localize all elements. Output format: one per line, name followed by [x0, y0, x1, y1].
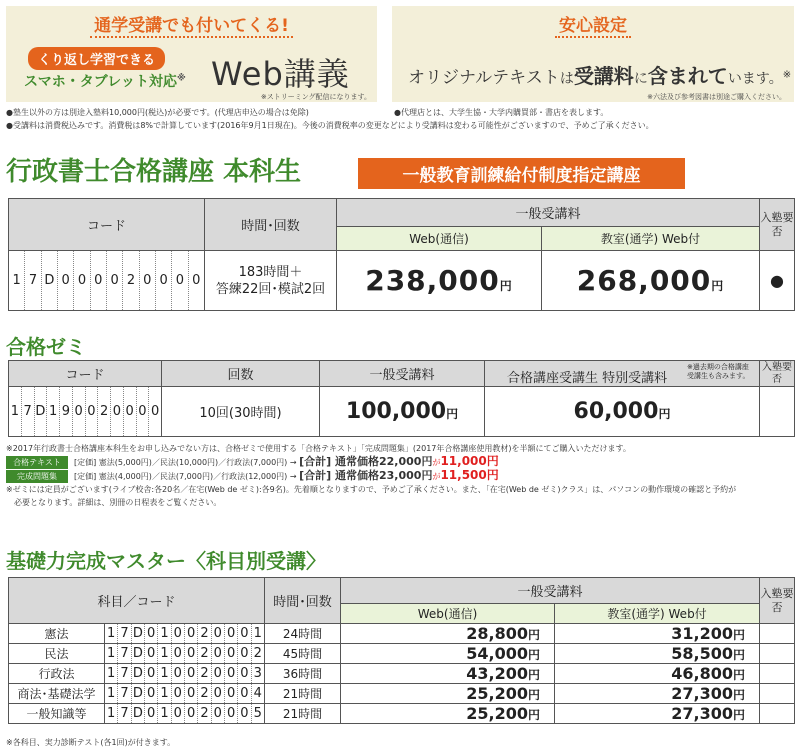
seminar-count: 10回(30時間)	[162, 387, 320, 437]
main-course-table	[8, 198, 795, 311]
code-digit: 0	[145, 704, 158, 723]
code-digit: 0	[185, 624, 198, 643]
seminar-price-special: 60,000円	[485, 387, 760, 437]
notes-top	[6, 106, 796, 132]
smartphone-support-text: スマホ・タブレット対応※	[24, 73, 186, 90]
code-digit: 4	[253, 686, 262, 701]
seminar-entry	[760, 387, 795, 437]
subject-header-classroom: 教室(通学) Web付	[555, 604, 760, 624]
header-classroom: 教室(通学) Web付	[542, 227, 760, 251]
code-digit: 0	[91, 251, 107, 310]
subject-header-entry: 入塾要否	[760, 578, 795, 624]
subject-name: 一般知識等	[9, 704, 105, 724]
code-digit: 0	[145, 624, 158, 643]
code-digit: D	[132, 684, 145, 703]
code-digit: 0	[58, 251, 74, 310]
code-digit: 7	[118, 644, 131, 663]
course-code	[9, 251, 205, 311]
course-time: 183時間＋ 答練22回･模試2回	[205, 251, 337, 311]
code-digit: 5	[253, 706, 262, 721]
code-digit: 0	[238, 624, 251, 643]
code-digit: 1	[105, 624, 118, 643]
code-digit: 3	[253, 666, 262, 681]
code-digit: 2	[98, 387, 111, 436]
code-digit: 1	[158, 704, 171, 723]
code-digit: 7	[118, 684, 131, 703]
note-workbook-price-row: 完成問題集 [定価] 憲法(4,000円)／民法(7,000円)／行政法(12,000円) → [合計] 通常価格23,000円が11,500円	[6, 469, 796, 483]
subject-entry	[760, 664, 795, 684]
header-time: 時間･回数	[205, 199, 337, 251]
code-digit: 0	[73, 387, 86, 436]
subject-code	[105, 644, 265, 664]
section1-title: 行政書士合格講座 本科生	[6, 157, 302, 187]
banner-left-title: 通学受講でも付いてくる!	[90, 11, 293, 38]
code-digit: 0	[145, 644, 158, 663]
code-digit: 0	[156, 251, 172, 310]
code-digit: 1	[105, 664, 118, 683]
banner-peace-of-mind	[392, 6, 794, 102]
subject-price-classroom: 27,300円	[555, 704, 760, 724]
code-digit: 1	[105, 644, 118, 663]
subject-price-classroom: 31,200円	[555, 624, 760, 644]
code-digit: 7	[25, 251, 41, 310]
code-digit: 0	[225, 624, 238, 643]
code-digit: 0	[107, 251, 123, 310]
code-digit: 0	[185, 644, 198, 663]
code-digit: 0	[225, 644, 238, 663]
subject-price-web: 25,200円	[341, 684, 555, 704]
code-digit: 9	[60, 387, 73, 436]
code-digit: D	[35, 387, 48, 436]
diagnostic-test-note: ※各科目、実力診断テスト(各1回)が付きます。	[6, 738, 176, 747]
subject-entry	[760, 704, 795, 724]
table-row	[9, 644, 795, 664]
code-digit: 0	[145, 664, 158, 683]
code-digit: 0	[225, 664, 238, 683]
header-code: コード	[9, 199, 205, 251]
code-digit: 0	[172, 251, 188, 310]
code-digit: 0	[238, 664, 251, 683]
code-digit: 7	[118, 704, 131, 723]
code-digit: 7	[22, 387, 35, 436]
code-digit: D	[132, 644, 145, 663]
code-digit: 0	[225, 684, 238, 703]
code-digit: D	[132, 624, 145, 643]
subject-code	[105, 664, 265, 684]
subject-header-subject: 科目／コード	[9, 578, 265, 624]
subject-table	[8, 577, 795, 724]
code-digit: 0	[212, 664, 225, 683]
repeat-study-pill: くり返し学習できる	[28, 47, 165, 70]
subject-header-time: 時間･回数	[265, 578, 341, 624]
note-tax: ●受講料は消費税込みです。消費税は8%で計算しています(2016年9月1日現在)。今後の消費税率の変更などにより受講料は変わる可能性がございますので、予めご了承ください。	[6, 121, 654, 130]
note-entry-fee: ●塾生以外の方は別途入塾料10,000円(税込)が必要です。(代理店申込の場合は免除)	[6, 108, 309, 117]
seminar-table	[8, 360, 795, 437]
code-digit: 0	[185, 704, 198, 723]
subject-code	[105, 624, 265, 644]
subject-price-web: 43,200円	[341, 664, 555, 684]
note-text-price-row: 合格テキスト [定価] 憲法(5,000円)／民法(10,000円)／行政法(7,000円) → [合計] 通常価格22,000円が11,000円	[6, 455, 796, 469]
subject-price-web: 25,200円	[341, 704, 555, 724]
subject-price-web: 28,800円	[341, 624, 555, 644]
table-row	[9, 684, 795, 704]
subject-code	[105, 684, 265, 704]
subject-price-classroom: 58,500円	[555, 644, 760, 664]
code-digit: 0	[225, 704, 238, 723]
note-capacity: ※ゼミには定員がございます(ライブ校舎:各20名／在宅(Web de ゼミ):各9名)。先着順となりますので、予めご了承ください。また、「在宅(Web de ゼミ)クラス」は、パソコンの動作環境の確認と予約が	[6, 485, 737, 494]
code-digit: 1	[158, 664, 171, 683]
code-digit: 0	[212, 684, 225, 703]
code-digit: 0	[172, 644, 185, 663]
header-general-fee: 一般受講料	[337, 199, 760, 227]
subject-name: 憲法	[9, 624, 105, 644]
subject-header-web: Web(通信)	[341, 604, 555, 624]
note-agency: ●代理店とは、大学生協・大学内購買部・書店を表します。	[394, 108, 609, 117]
header-web: Web(通信)	[337, 227, 542, 251]
code-digit: 0	[238, 684, 251, 703]
subject-name: 商法･基礎法学	[9, 684, 105, 704]
seminar-header-count: 回数	[162, 361, 320, 387]
entry-required-mark: ●	[760, 251, 795, 311]
code-digit: 2	[198, 624, 211, 643]
table-row	[9, 704, 795, 724]
seminar-notes	[6, 442, 796, 509]
code-digit: 0	[140, 251, 156, 310]
table-row	[9, 664, 795, 684]
subject-entry	[760, 684, 795, 704]
subject-name: 民法	[9, 644, 105, 664]
subject-entry	[760, 624, 795, 644]
subject-time: 21時間	[265, 684, 341, 704]
web-lecture-label: Web講義	[211, 55, 350, 93]
code-digit: 0	[111, 387, 124, 436]
section2-title: 合格ゼミ	[6, 335, 86, 359]
subject-time: 21時間	[265, 704, 341, 724]
subject-time: 24時間	[265, 624, 341, 644]
code-digit: 0	[172, 624, 185, 643]
seminar-header-code: コード	[9, 361, 162, 387]
note-capacity-cont: 必要となります。詳細は、別冊の日程表をご覧ください。	[14, 498, 222, 507]
code-digit: 0	[212, 704, 225, 723]
code-digit: 1	[158, 684, 171, 703]
roppo-note: ※六法及び参考図書は別途ご購入ください。	[647, 93, 786, 101]
code-digit: 0	[172, 664, 185, 683]
code-digit: 1	[47, 387, 60, 436]
code-digit: 0	[185, 684, 198, 703]
code-digit: 7	[118, 624, 131, 643]
code-digit: 0	[86, 387, 99, 436]
tag-textbook: 合格テキスト	[6, 456, 68, 469]
code-digit: 2	[198, 684, 211, 703]
subject-code	[105, 704, 265, 724]
code-digit: 7	[118, 664, 131, 683]
code-digit: 0	[212, 644, 225, 663]
code-digit: 2	[253, 646, 262, 661]
seminar-code	[9, 387, 162, 437]
seminar-header-entry: 入塾要否	[760, 361, 795, 387]
code-digit: 0	[74, 251, 90, 310]
code-digit: D	[132, 704, 145, 723]
code-digit: 0	[192, 273, 201, 288]
banner-right-title: 安心設定	[555, 11, 631, 38]
streaming-note: ※ストリーミング配信になります。	[260, 93, 371, 101]
code-digit: 0	[124, 387, 137, 436]
code-digit: 0	[212, 624, 225, 643]
subject-price-web: 54,000円	[341, 644, 555, 664]
subject-entry	[760, 644, 795, 664]
seminar-price-general: 100,000円	[320, 387, 485, 437]
subject-header-general: 一般受講料	[341, 578, 760, 604]
code-digit: 1	[253, 626, 262, 641]
table-row	[9, 624, 795, 644]
subject-time: 45時間	[265, 644, 341, 664]
code-digit: 0	[185, 664, 198, 683]
subject-time: 36時間	[265, 664, 341, 684]
price-classroom: 268,000円	[542, 251, 760, 311]
code-digit: 1	[105, 684, 118, 703]
subject-price-classroom: 27,300円	[555, 684, 760, 704]
subject-price-classroom: 46,800円	[555, 664, 760, 684]
code-digit: 2	[123, 251, 139, 310]
note-half-price: ※2017年行政書士合格講座本科生をお申し込みでない方は、合格ゼミで使用する「合格テキスト」「完成問題集」(2017年合格講座使用教材)を半額にてご購入いただけます。	[6, 444, 631, 453]
code-digit: 0	[172, 704, 185, 723]
code-digit: 2	[198, 644, 211, 663]
code-digit: 2	[198, 704, 211, 723]
code-digit: 1	[9, 387, 22, 436]
code-digit: 0	[172, 684, 185, 703]
code-digit: 1	[158, 624, 171, 643]
price-web: 238,000円	[337, 251, 542, 311]
banner-web-lecture	[6, 6, 377, 102]
header-entry: 入塾要否	[760, 199, 795, 251]
code-digit: 2	[198, 664, 211, 683]
code-digit: 1	[9, 251, 25, 310]
subject-name: 行政法	[9, 664, 105, 684]
code-digit: 0	[137, 387, 150, 436]
textbook-included-text: オリジナルテキストは受講料に含まれています。※	[408, 64, 792, 88]
tag-workbook: 完成問題集	[6, 470, 68, 483]
code-digit: 0	[150, 404, 160, 419]
training-benefit-badge: 一般教育訓練給付制度指定講座	[358, 158, 685, 189]
code-digit: 0	[145, 684, 158, 703]
code-digit: D	[42, 251, 58, 310]
code-digit: 0	[238, 644, 251, 663]
code-digit: 0	[238, 704, 251, 723]
section3-title: 基礎力完成マスター〈科目別受講〉	[6, 549, 326, 573]
seminar-header-general: 一般受講料	[320, 361, 485, 387]
code-digit: 1	[105, 704, 118, 723]
code-digit: D	[132, 664, 145, 683]
code-digit: 1	[158, 644, 171, 663]
seminar-header-special: 合格講座受講生 特別受講料 ※過去期の合格講座受講生も含みます。	[485, 361, 760, 387]
